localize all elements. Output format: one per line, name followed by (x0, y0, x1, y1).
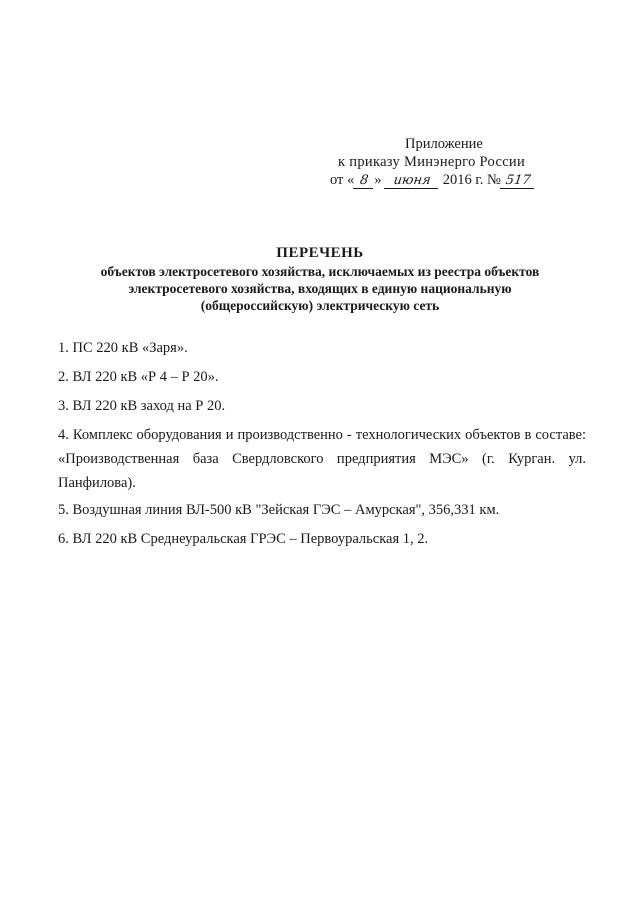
handwritten-month: июня (384, 174, 440, 189)
order-reference: к приказу Минэнерго России (338, 154, 526, 170)
document-title: ПЕРЕЧЕНЬ (276, 245, 364, 261)
list-item: 3. ВЛ 220 кВ заход на Р 20. (58, 398, 226, 414)
list-item: 2. ВЛ 220 кВ «Р 4 – Р 20». (58, 369, 219, 385)
appendix-label: Приложение (405, 136, 483, 152)
date-prefix: от « (330, 172, 355, 188)
list-item: 5. Воздушная линия ВЛ-500 кВ "Зейская ГЭС – Амурская", 356,331 км. (58, 502, 500, 518)
appendix-header (330, 135, 570, 189)
list-item: 1. ПС 220 кВ «Заря». (58, 340, 188, 356)
document-subtitle-line-3: (общероссийскую) электрическую сеть (200, 298, 440, 313)
handwritten-order-number: 517 (500, 174, 536, 189)
year-and-number-label: 2016 г. № (442, 172, 501, 188)
list-item: 6. ВЛ 220 кВ Среднеуральская ГРЭС – Первоуральская 1, 2. (58, 531, 429, 547)
date-close-quote: » (374, 172, 382, 188)
order-date-line (330, 171, 570, 189)
list-item: 4. Комплекс оборудования и производственно - технологических объектов в составе: «Производственная база Свердловского предприятия МЭС» (г. Курган. ул. Панфилова). (58, 427, 586, 491)
document-subtitle-line-2: электросетевого хозяйства, входящих в единую национальную (128, 281, 512, 296)
document-heading (40, 243, 600, 314)
document-subtitle-line-1: объектов электросетевого хозяйства, исключаемых из реестра объектов (100, 264, 540, 279)
handwritten-day: 8 (353, 174, 375, 189)
items-list (58, 338, 586, 558)
